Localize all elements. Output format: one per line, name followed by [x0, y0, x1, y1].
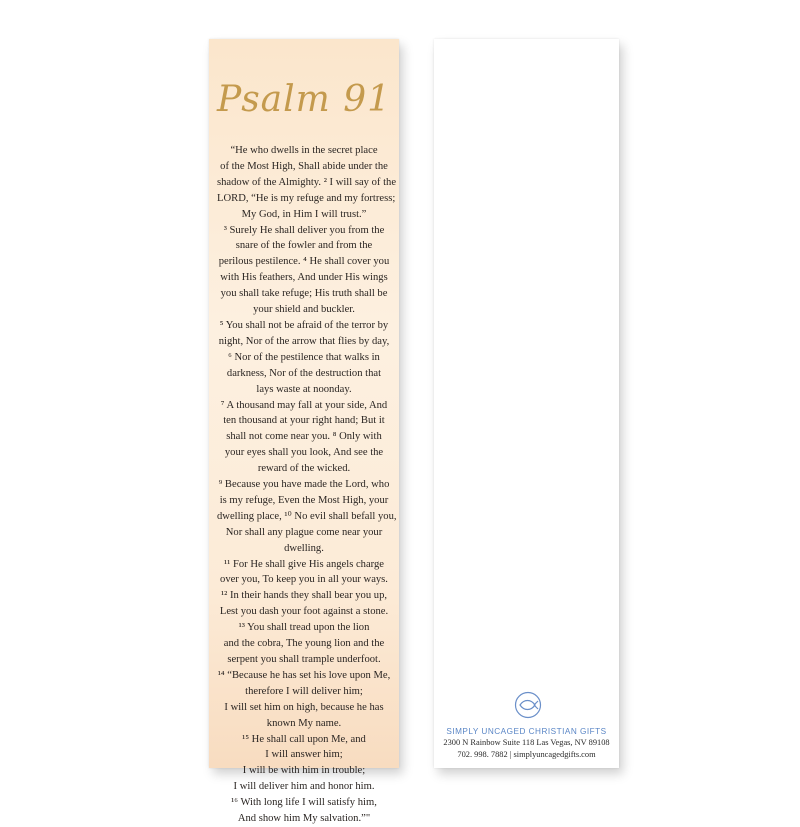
verse-line: ¹⁶ With long life I will satisfy him,	[231, 797, 377, 809]
verse-line: over you, To keep you in all your ways.	[220, 574, 388, 586]
verse-line: is my refuge, Even the Most High, your	[219, 494, 389, 506]
verse-line: ⁶ Nor of the pestilence that walks in	[228, 351, 380, 363]
verse-line: snare of the fowler and from the	[235, 240, 373, 252]
verse-line: ³ Surely He shall deliver you from the	[223, 224, 385, 236]
verse-line: shall not come near you. ⁸ Only with	[226, 431, 382, 443]
verse-line: and the cobra, The young lion and the	[223, 638, 385, 650]
verse-line: I will set him on high, because he has	[224, 701, 384, 713]
verse-line: dwelling.	[284, 542, 324, 554]
verse-line: ¹¹ For He shall give His angels charge	[223, 558, 385, 570]
verse-line: Lest you dash your foot against a stone.	[219, 606, 389, 618]
verse-line: with His feathers, And under His wings	[220, 272, 388, 284]
verse-line: shadow of the Almighty. ² I will say of the	[217, 176, 397, 188]
verse-line: “He who dwells in the secret place	[230, 145, 378, 156]
verse-line: ⁹ Because you have made the Lord, who	[218, 479, 390, 491]
verse-line: ⁷ A thousand may fall at your side, And	[220, 399, 388, 411]
verse-line: serpent you shall trample underfoot.	[227, 654, 381, 665]
verse-line: known My name.	[266, 717, 342, 729]
verse-line: I will deliver him and honor him.	[233, 781, 375, 793]
verse-line: of the Most High, Shall abide under the	[220, 160, 388, 172]
verse-line: therefore I will deliver him;	[245, 685, 363, 697]
verse-line: I will be with him in trouble;	[242, 765, 366, 777]
verse-line: dwelling place, ¹⁰ No evil shall befall you,	[217, 510, 397, 522]
verse-line: ten thousand at your right hand; But it	[223, 415, 385, 427]
company-contact: 702. 998. 7882 | simplyuncagedgifts.com	[457, 750, 596, 759]
verse-line: you shall take refuge; His truth shall be	[220, 288, 388, 300]
verse-line: My God, in Him I will trust.”	[241, 208, 367, 220]
verse-line: perilous pestilence. ⁴ He shall cover you	[218, 256, 390, 268]
verse-line: ⁵ You shall not be afraid of the terror by	[219, 319, 389, 331]
verse-line: LORD, “He is my refuge and my fortress;	[217, 192, 396, 204]
verse-line: And show him My salvation.”"	[237, 813, 371, 825]
verse-line: lays waste at noonday.	[256, 383, 352, 395]
psalm-text	[217, 143, 397, 827]
verse-line: reward of the wicked.	[257, 463, 351, 475]
verse-line: I will answer him;	[265, 749, 343, 761]
verse-line: your shield and buckler.	[253, 304, 355, 316]
verse-line: night, Nor of the arrow that flies by day,	[218, 335, 390, 347]
company-name: SIMPLY UNCAGED CHRISTIAN GIFTS	[446, 727, 607, 736]
verse-line: ¹³ You shall tread upon the lion	[238, 622, 370, 634]
bookmark-title: Psalm 91	[216, 79, 392, 120]
verse-line: your eyes shall you look, And see the	[224, 447, 384, 459]
verse-line: ¹⁴ “Because he has set his love upon Me,	[217, 669, 391, 681]
company-address: 2300 N Rainbow Suite 118 Las Vegas, NV 89108	[443, 738, 610, 747]
verse-line: ¹² In their hands they shall bear you up,	[220, 590, 388, 602]
verse-line: Nor shall any plague come near your	[225, 526, 383, 538]
fish-ichthys-icon	[514, 691, 542, 719]
bookmark-back	[434, 39, 619, 768]
verse-line: ¹⁵ He shall call upon Me, and	[242, 733, 366, 745]
verse-line: darkness, Nor of the destruction that	[226, 367, 382, 379]
bookmark-front	[209, 39, 399, 825]
